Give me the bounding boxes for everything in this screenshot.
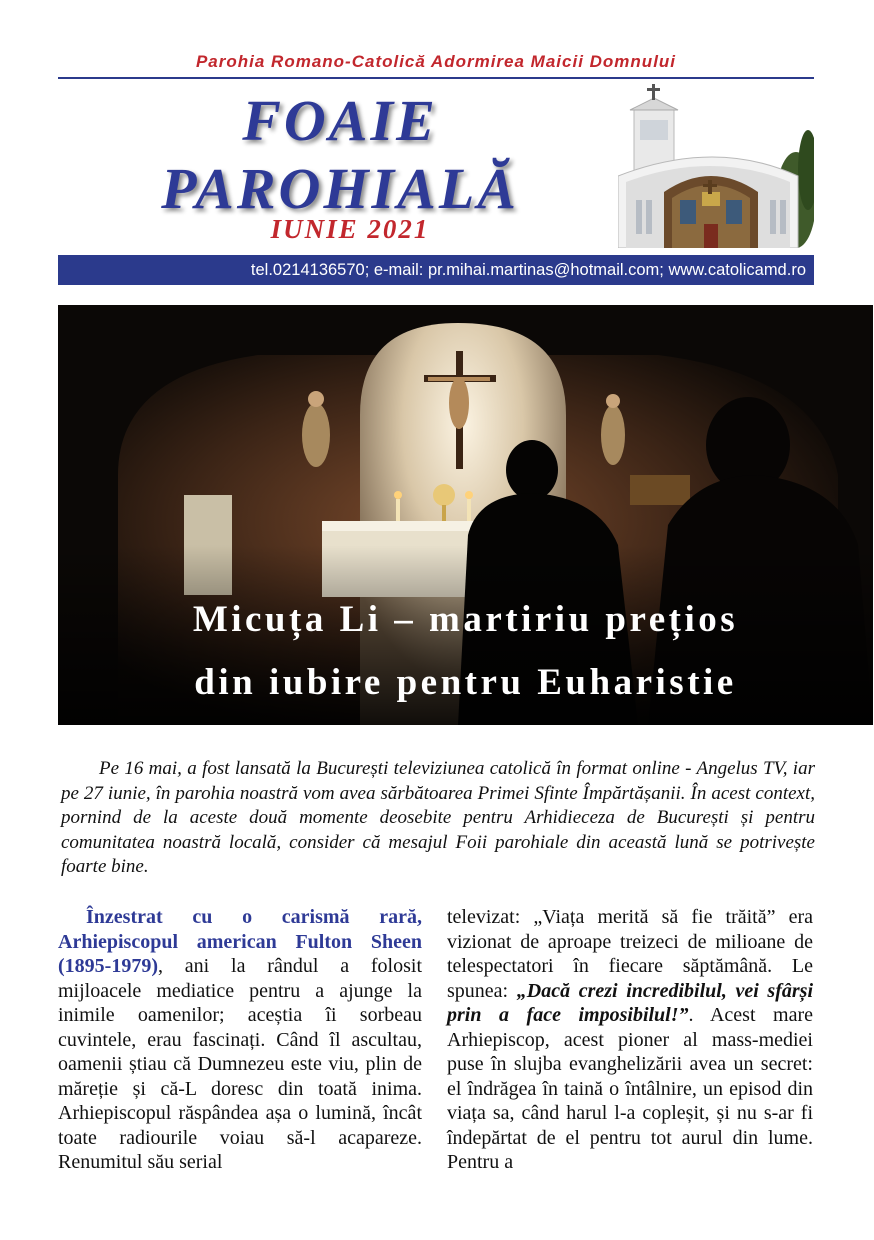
issue-date: IUNIE 2021	[270, 214, 430, 244]
article-column-right	[447, 905, 813, 1175]
article-col2-post: . Acest mare Arhiepiscop, acest pioner al mass-mediei puse în slujba evanghelizării avea un secret: el îndrăgea în taină o întâlnire, un episod din viața sa, când harul l-a copleșit, și nu s-ar fi îndepărtat de el pentru tot aurul din lume. Pentru a	[447, 1004, 814, 1173]
article-col1-text: , ani la rândul a folosit mijloacele mediatice pentru a ajunge la inimile oamenilor; aceștia îi sorbeau cuvintele, erau fascinați. Când îl ascultau, oamenii știau că Dumnezeu este viu, plin de măreție și că-L doresc din toată inima. Arhiepiscopul răspândea așa o lumină, încât toate radiourile voiau să-l acapareze. Renumitul său serial	[58, 955, 422, 1173]
intro-paragraph: Pe 16 mai, a fost lansată la București televiziunea catolică în format online - Angelus TV, iar pe 27 iunie, în parohia noastră vom avea sărbătoarea Primei Sfinte Împărtășanii. În acest context, pornind de la aceste două momente deosebite pentru Arhidieceza de București și pentru comunitatea noastră locală, consider că mesajul Foii parohiale din această lună se potrivește foarte bine.	[61, 758, 815, 877]
article-column-left	[58, 905, 422, 1175]
parish-name: Parohia Romano-Catolică Adormirea Maicii Domnului	[195, 52, 677, 71]
newsletter-title-line1: FOAIE	[242, 88, 438, 153]
header-rule	[58, 77, 814, 79]
hero-photo	[58, 305, 873, 725]
article-lead: Înzestrat cu o carismă rară, Arhiepiscopul american Fulton Sheen (1895-1979)	[58, 906, 422, 977]
hero-title-line1: Micuța Li – martiriu prețios	[192, 599, 739, 640]
newsletter-title-line2: PAROHIALĂ	[161, 156, 519, 221]
contact-bar: tel.0214136570; e-mail: pr.mihai.martinas@hotmail.com; www.catolicamd.ro	[58, 255, 814, 285]
hero-title-line2: din iubire pentru Euharistie	[194, 662, 737, 703]
church-image	[618, 80, 814, 248]
article-col2-pre: televizat: „Viața merită să fie trăită” era vizionat de aproape treizeci de milioane de telespectatori în fiecare săptămână. Le spunea:	[447, 906, 813, 1002]
article-quote: „Dacă crezi incredibilul, vei sfârși prin a face imposibilul!”	[447, 979, 814, 1026]
